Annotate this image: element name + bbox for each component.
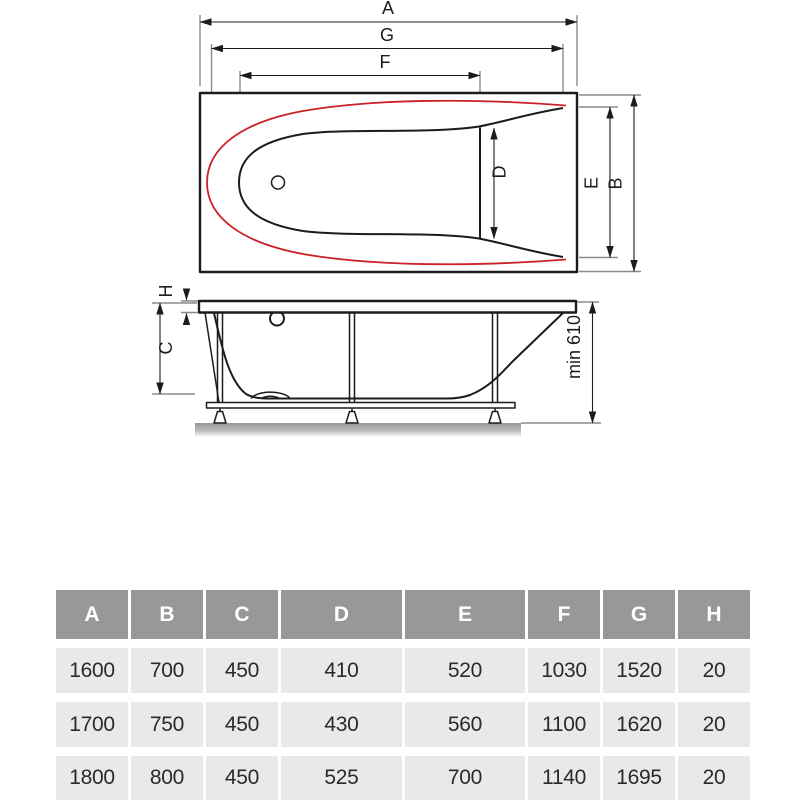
dimensions-table [56,590,750,800]
table-header-cell: B [131,590,203,639]
dim-label-d: D [489,165,510,179]
dim-label-c: C [156,341,176,355]
table-header-cell: G [603,590,675,639]
dim-label-a: A [381,0,395,18]
table-cell: 410 [281,648,402,693]
table-cell: 560 [405,702,525,747]
tub-rim-outline [200,93,577,272]
table-cell: 525 [281,756,402,800]
dim-label-g: G [379,25,395,45]
table-cell: 700 [405,756,525,800]
table-cell: 750 [131,702,203,747]
dim-label-h: H [156,284,176,298]
dim-label-f: F [379,52,391,72]
drain-hole [272,176,285,189]
table-cell: 450 [206,648,278,693]
dim-f [240,52,480,76]
table-cell: 20 [678,648,750,693]
side-rim [199,301,576,313]
side-view [152,285,601,438]
dim-label-e: E [581,176,602,190]
table-cell: 800 [131,756,203,800]
table-cell: 1800 [56,756,128,800]
support-frame [205,313,515,409]
table-header-cell: A [56,590,128,639]
dim-g [212,25,564,49]
dim-label-min-height: min 610 [564,314,584,380]
table-header-cell: F [528,590,600,639]
table-cell: 20 [678,702,750,747]
table-header-cell: E [405,590,525,639]
table-cell: 430 [281,702,402,747]
table-header-cell: D [281,590,402,639]
table-cell: 20 [678,756,750,800]
table-cell: 450 [206,702,278,747]
table-cell: 700 [131,648,203,693]
dim-label-b: B [605,177,626,190]
top-view [200,0,641,272]
floor [195,423,521,437]
frame-rail [207,403,516,409]
tub-profile [214,313,563,399]
table-cell: 1520 [603,648,675,693]
table-header-cell: H [678,590,750,639]
table-cell: 1100 [528,702,600,747]
dim-c [152,303,197,394]
table-cell: 1620 [603,702,675,747]
dim-a [200,0,577,22]
table-cell: 1600 [56,648,128,693]
table-cell: 450 [206,756,278,800]
table-header-cell: C [206,590,278,639]
table-cell: 1140 [528,756,600,800]
table-cell: 520 [405,648,525,693]
table-cell: 1700 [56,702,128,747]
adjustable-feet [214,408,501,423]
dim-h [156,285,198,325]
table-cell: 1030 [528,648,600,693]
dim-min-height [564,302,599,423]
table-cell: 1695 [603,756,675,800]
